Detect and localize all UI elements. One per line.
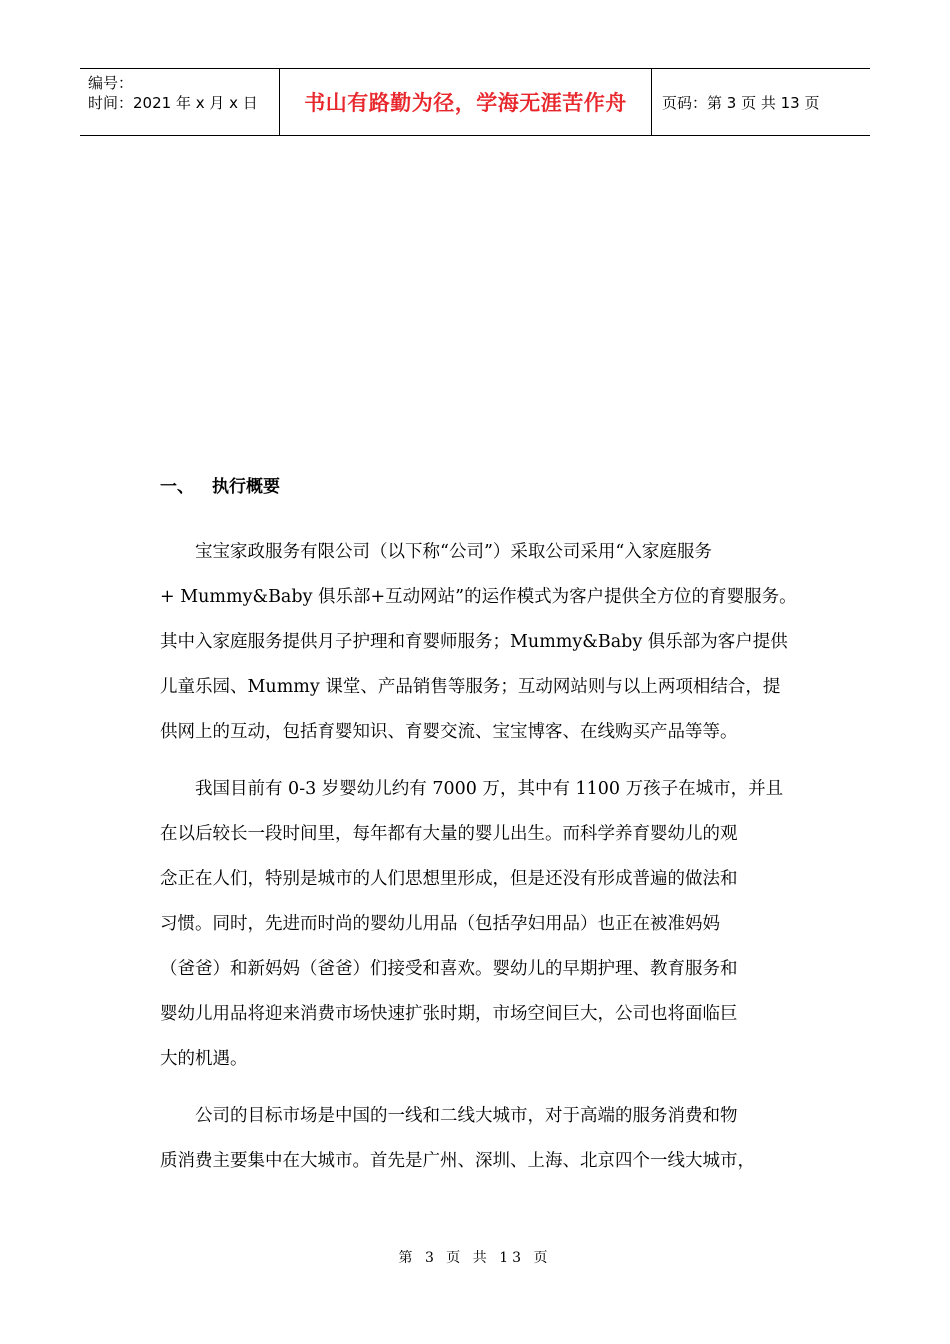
paragraph-line: 宝宝家政服务有限公司（以下称“公司”）采取公司采用“入家庭服务	[195, 542, 712, 562]
paragraph-line: 婴幼儿用品将迎来消费市场快速扩张时期，市场空间巨大，公司也将面临巨	[160, 1004, 738, 1024]
paragraph-line: 在以后较长一段时间里，每年都有大量的婴儿出生。而科学养育婴幼儿的观	[160, 824, 738, 844]
paragraph-line: 公司的目标市场是中国的一线和二线大城市，对于高端的服务消费和物	[195, 1106, 738, 1126]
paragraph-line: + Mummy&Baby 俱乐部+互动网站”的运作模式为客户提供全方位的育婴服务。	[160, 587, 797, 607]
paragraph-line: 质消费主要集中在大城市。首先是广州、深圳、上海、北京四个一线大城市，	[160, 1151, 755, 1171]
paragraph-line: 儿童乐园、Mummy 课堂、产品销售等服务；互动网站则与以上两项相结合，提	[160, 677, 781, 697]
paragraph-line: 习惯。同时，先进而时尚的婴幼儿用品（包括孕妇用品）也正在被准妈妈	[160, 914, 720, 934]
paragraph-2	[160, 767, 800, 1082]
section-title: 执行概要	[212, 477, 280, 497]
paragraph-line: 我国目前有 0-3 岁婴幼儿约有 7000 万，其中有 1100 万孩子在城市，并且	[195, 779, 784, 799]
doc-time-label: 时间：2021 年 x 月 x 日	[88, 94, 258, 112]
paragraph-line: 念正在人们，特别是城市的人们思想里形成，但是还没有形成普遍的做法和	[160, 869, 738, 889]
paragraph-3	[160, 1094, 800, 1184]
paragraph-line: 其中入家庭服务提供月子护理和育婴师服务；Mummy&Baby 俱乐部为客户提供	[160, 632, 788, 652]
header-page-info: 页码：第 3 页 共 13 页	[662, 93, 820, 112]
header-meta	[80, 69, 280, 135]
paragraph-line: （爸爸）和新妈妈（爸爸）们接受和喜欢。婴幼儿的早期护理、教育服务和	[160, 959, 738, 979]
section-heading	[160, 470, 800, 504]
header-motto: 书山有路勤为径，学海无涯苦作舟	[280, 69, 652, 135]
paragraph-line: 供网上的互动，包括育婴知识、育婴交流、宝宝博客、在线购买产品等等。	[160, 722, 738, 742]
document-body	[160, 470, 800, 1196]
paragraph-line: 大的机遇。	[160, 1049, 248, 1069]
section-number: 一、	[160, 477, 194, 497]
page-footer: 第 3 页 共 13 页	[398, 1250, 552, 1266]
doc-number-label: 编号：	[88, 74, 134, 92]
paragraph-1	[160, 530, 800, 755]
page-header	[80, 68, 870, 136]
